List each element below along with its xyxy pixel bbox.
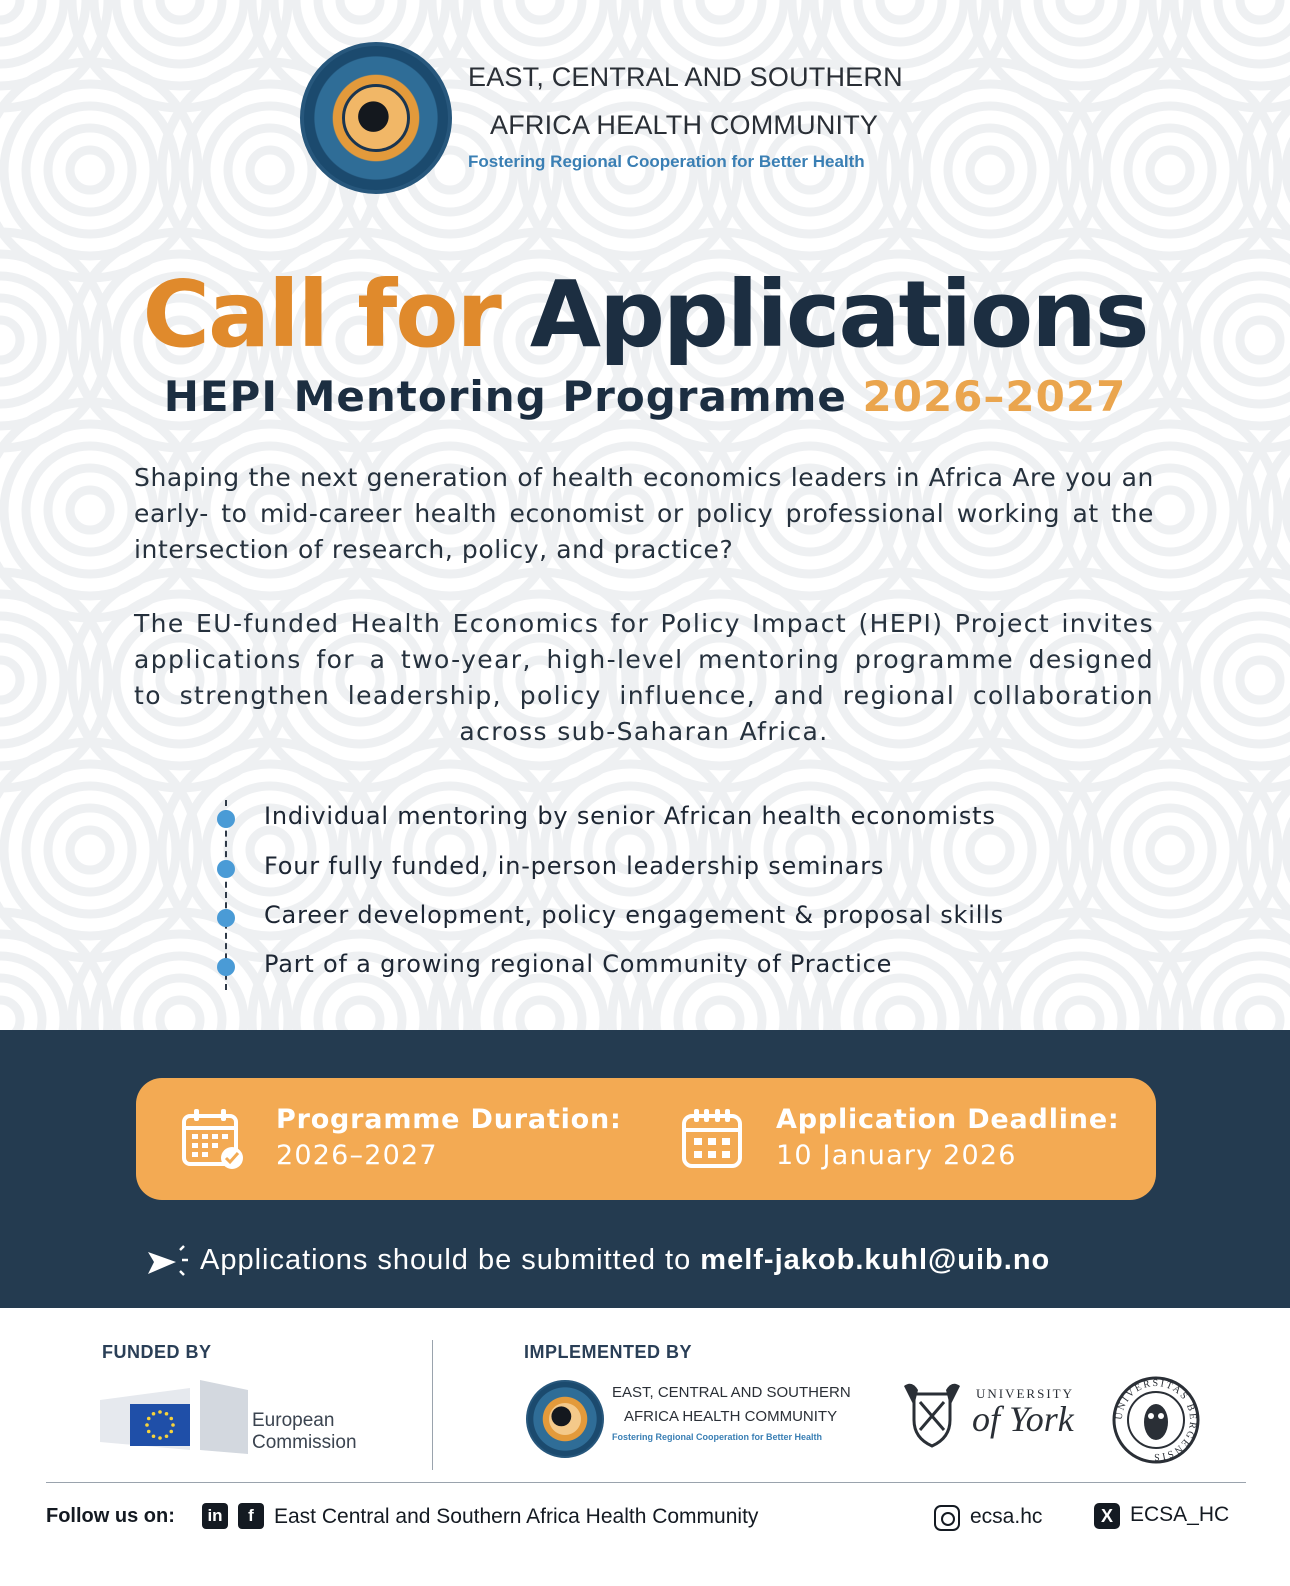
x-icon[interactable]: X [1094,1503,1120,1529]
follow-us-label: Follow us on: [46,1505,175,1527]
org-name-line1: EAST, CENTRAL AND SOUTHERN [468,62,903,92]
list-item [216,948,1116,988]
subtitle-years: 2026–2027 [862,372,1127,421]
benefit-text: Career development, policy engagement & proposal skills [264,901,1004,929]
calendar-icon [680,1106,746,1172]
application-deadline [680,1100,1140,1180]
page-title [0,262,1290,368]
european-commission-logo [100,1380,250,1454]
africa-map-icon: ● [356,91,391,137]
programme-subtitle [0,372,1290,421]
org-name-line2: AFRICA HEALTH COMMUNITY [490,110,879,140]
list-item [216,800,1116,840]
send-icon [146,1244,190,1280]
linkedin-icon[interactable]: in [202,1503,228,1529]
bergen-seal-logo [1110,1374,1202,1466]
submission-text: Applications should be submitted to [200,1244,692,1276]
duration-value: 2026–2027 [276,1140,438,1171]
intro-paragraph-1: Shaping the next generation of health economics leaders in Africa Are you an early- to mid-career health economist or policy professional working at the intersection of research, policy, and practice? [134,463,1154,564]
title-part-applications: Applications [529,261,1148,368]
ecsa-footer-line1: EAST, CENTRAL AND SOUTHERN [612,1384,851,1401]
organization-header [300,42,1000,202]
subtitle-programme-name: HEPI Mentoring Programme [163,372,847,421]
facebook-icon[interactable]: f [238,1503,264,1529]
details-band [0,1030,1290,1308]
york-name: of York [972,1399,1074,1439]
york-university-label: UNIVERSITY [976,1386,1074,1401]
york-crest-icon [900,1380,964,1448]
deadline-value: 10 January 2026 [776,1140,1017,1171]
africa-map-icon: ● [550,1400,573,1430]
footer-divider-horizontal [46,1482,1246,1483]
bullet-dot-icon [217,958,235,976]
org-tagline: Fostering Regional Cooperation for Better Health [468,152,865,171]
ecsa-footer-tagline: Fostering Regional Cooperation for Better Health [612,1432,823,1442]
deadline-label: Application Deadline: [776,1104,1120,1135]
key-dates-box [136,1078,1156,1200]
bergen-seal-text: UNIVERSITAS BERGENSIS [1113,1377,1199,1463]
bullet-dot-icon [217,860,235,878]
list-item [216,899,1116,939]
ecsa-footer-line2: AFRICA HEALTH COMMUNITY [624,1408,838,1425]
calendar-check-icon [180,1106,246,1172]
benefits-list [216,800,1116,990]
funder-name: European Commission [252,1410,357,1453]
bullet-dot-icon [217,909,235,927]
submission-instruction [146,1242,1166,1282]
bullet-dot-icon [217,810,235,828]
implemented-by-label: IMPLEMENTED BY [524,1342,693,1362]
social-page-name[interactable]: East Central and Southern Africa Health Community [274,1505,759,1528]
instagram-handle[interactable]: ecsa.hc [970,1505,1043,1528]
submission-text-wrap [200,1244,1050,1277]
title-part-call-for: Call for [142,261,500,368]
benefit-text: Four fully funded, in-person leadership seminars [264,852,885,880]
list-item [216,850,1116,890]
footer-divider-vertical [432,1340,433,1470]
instagram-icon[interactable] [934,1505,960,1531]
ecsa-logo [300,42,452,194]
x-handle[interactable]: ECSA_HC [1130,1503,1230,1526]
benefit-text: Individual mentoring by senior African health economists [264,802,996,830]
duration-label: Programme Duration: [276,1104,622,1135]
programme-duration [180,1100,650,1180]
submission-email-link[interactable]: melf-jakob.kuhl@uib.no [700,1244,1051,1276]
intro-paragraph-2: The EU-funded Health Economics for Policy Impact (HEPI) Project invites applications for a two-year, high-level mentoring programme designed to strengthen leadership, policy influence, and regional collaboration across sub-Saharan Africa. [134,609,1154,746]
ecsa-footer-logo [526,1378,866,1458]
funded-by-label: FUNDED BY [102,1342,212,1362]
benefit-text: Part of a growing regional Community of Practice [264,950,893,978]
